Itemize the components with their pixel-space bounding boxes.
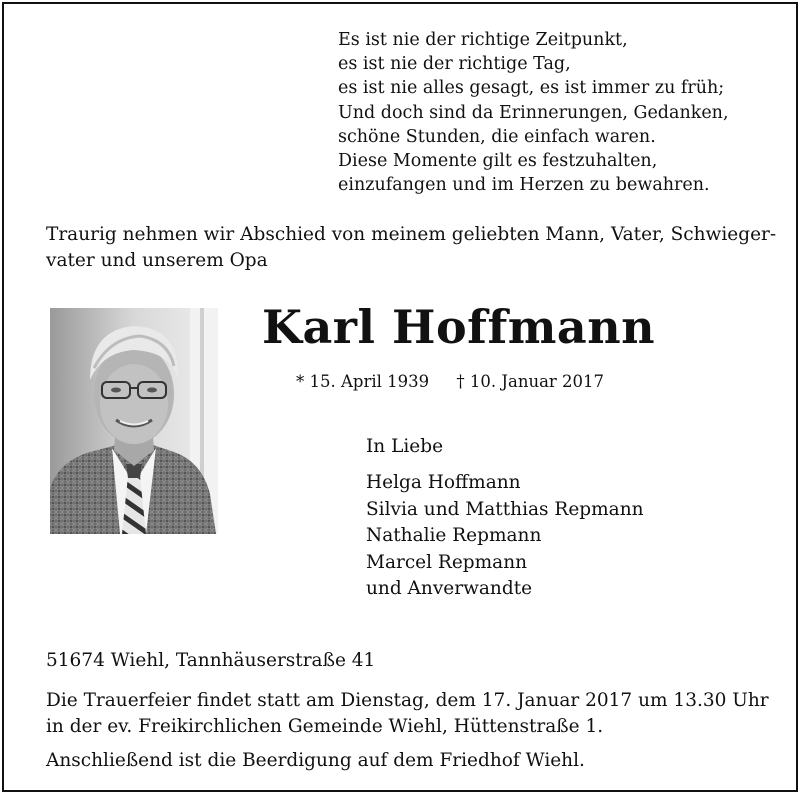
mourner-name: Silvia und Matthias Repmann (366, 498, 644, 520)
service-line: Die Trauerfeier findet statt am Dienstag, dem 17. Januar 2017 um 13.30 Uhr (46, 690, 769, 711)
life-dates (296, 372, 604, 391)
death-date: † 10. Januar 2017 (456, 372, 605, 391)
deceased-name: Karl Hoffmann (262, 300, 656, 354)
mourners-list (366, 470, 644, 603)
mourner-name: und Anverwandte (366, 578, 533, 600)
family-address: 51674 Wiehl, Tannhäuserstraße 41 (46, 650, 376, 671)
poem (338, 28, 729, 197)
funeral-service-info (46, 688, 786, 740)
burial-info: Anschließend ist die Beerdigung auf dem Friedhof Wiehl. (46, 750, 585, 771)
poem-line: einzufangen und im Herzen zu bewahren. (338, 175, 710, 196)
poem-line: es ist nie alles gesagt, es ist immer zu früh; (338, 78, 725, 99)
poem-line: schöne Stunden, die einfach waren. (338, 126, 656, 147)
service-line: in der ev. Freikirchlichen Gemeinde Wiehl, Hüttenstraße 1. (46, 716, 604, 737)
poem-line: Und doch sind da Erinnerungen, Gedanken, (338, 102, 729, 123)
mourner-name: Helga Hoffmann (366, 472, 521, 493)
birth-date: * 15. April 1939 (296, 372, 430, 391)
mourners-heading: In Liebe (366, 436, 444, 457)
intro-text: Traurig nehmen wir Abschied von meinem geliebten Mann, Vater, Schwieger-vater und unserem Opa (46, 224, 777, 271)
poem-line: Diese Momente gilt es festzuhalten, (338, 151, 658, 172)
mourner-name: Marcel Repmann (366, 551, 528, 573)
mourner-name: Nathalie Repmann (366, 525, 542, 547)
poem-line: Es ist nie der richtige Zeitpunkt, (338, 30, 628, 50)
portrait-photo (50, 308, 218, 534)
poem-line: es ist nie der richtige Tag, (338, 54, 571, 75)
